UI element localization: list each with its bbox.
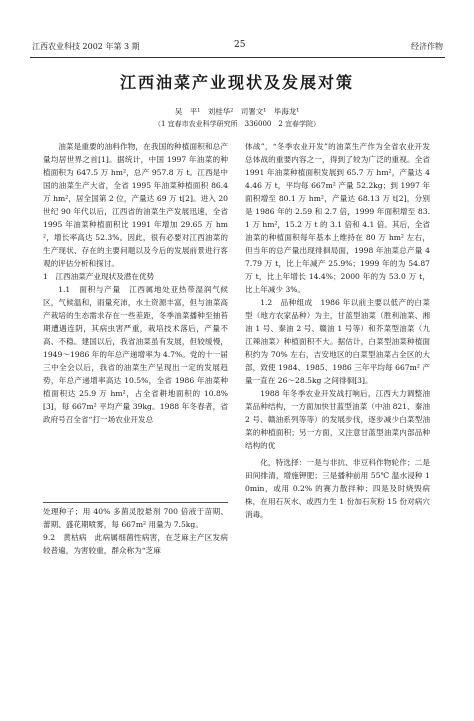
- subsection-1-1: 1.1 面积与产量 江西属地处亚热带湿润气候区，气候温和，雨量充沛，水土资源丰富，但与油菜高产栽培的生态需求存在一些差距，冬季油菜播种至抽苔期遭遇连阴，其病虫害严重，栽培技术落后，产量不高、不稳。建国以后，我省油菜虽有发展，但较缓慢，1949～1986 年的年总产递增率为 4.7%。党的十一届三中全会以后，我省的油菜生产呈现出一定的发展趋势，年总产递增率高达 10.5%，全省 1986 年油菜种植面积达 25.9 万 hm²，占全省耕地面积的 10.8%[3]，每 667m² 平均产量 39kg。1988 年冬春者，省政府号召全省“打一场农业开发总: [43, 285, 228, 424]
- intro-paragraph: 油菜是重要的油料作物，在我国的种植面积和总产量均居世界之首[1]。据统计，中国 1997 年油菜的种植面积为 647.5 万 hm²，总产 957.8 万 t。江西是中国的油菜生产大省，全省 1995 年油菜种植面积 86.4 万 hm²，居全国第 2 位，产量达 69 万 t[2]。进入 20 世纪 90 年代以后，江西省的油菜生产发展迅速，全省 1995 年油菜种植面积比 1991 年增加 29.65 万 hm²，增长率高达 52.3%。因此，很有必要对江西油菜的生产现状、存在的主要问题以及今后的发展前景进行客观的评估分析和探讨。: [43, 142, 228, 268]
- page-number: 25: [234, 40, 246, 50]
- paper-title: 江西油菜产业现状及发展对策: [119, 73, 354, 92]
- footnote-divider: [43, 502, 228, 503]
- section-category: 经济作物: [411, 42, 443, 51]
- paragraph-1988: 1988 年冬季农业开发战打响后，江西大力调整油菜品种结构，一方面加快甘蓝型油菜（中油 821、秦油 2 号、赣油系列等等）的发展步伐，逐步减少白菜型油菜的种植面积；另一方面，又注意甘蓝型油菜内部品种结构的优: [245, 389, 430, 450]
- affiliation: （1 宜春市农业科学研究所 336000 2 宜春学院）: [153, 120, 321, 128]
- left-column: [43, 140, 228, 426]
- right-column: [245, 140, 430, 521]
- author-list: 吴 平¹ 刘桂华² 司署文¹ 毕海龙¹: [174, 107, 300, 116]
- running-header: [30, 38, 445, 56]
- intro-continuation: 体战”，“冬季农业开发”的油菜生产作为全省农业开发总体战的重要内容之一，得到了较为广泛的重视。全省 1991 年油菜种植面积发展到 65.7 万 hm²，产量达 44.46 万 t，平均每 667m² 产量 52.2kg；到 1997 年面积增至 80.1 万 hm²，产量达 68.13 万 t[2]，分别是 1986 年的 2.59 和 2.7 倍，1999 年面积增至 83.1 万 hm²，15.2 万 t 的 3.1 倍和 4.1 倍。其后，全省油菜的种植面积每年基本上维持在 80 万 hm² 左右，但当年的总产量出现徘徊局面，1998 年油菜总产量 47.79 万 t，比上年减产 25.9%；1999 年的为 54.87 万 t，比上年增长 14.4%；2000 年的为 53.0 万 t，比上年减少 3%。: [245, 142, 430, 294]
- header-rule: [30, 57, 445, 58]
- journal-name: 江西农业科技 2002 年第 3 期: [32, 42, 140, 51]
- section-heading: 1 江西油菜产业现状及潜在优势: [43, 272, 155, 281]
- prior-article-continuation: 化，特选择：一是与非抗、非豆科作物轮作；二是田间排清，增施钾肥；三是播种前用 55℃ 温水浸种 10min，或用 0.2% 的赛力散拌种；四是及时烧毁病株，在用石灰水、或西力生 1 份加石灰粉 15 份对病穴消毒。: [245, 458, 430, 519]
- prior-article-text: 处理种子；用 40% 多菌灵胶悬剂 700 倍液于苗期、蕾期、盛花期喷雾，每 667m² 用量为 7.5kg。: [43, 507, 228, 529]
- left-column-continuation: [43, 505, 228, 557]
- subsection-1-2: 1.2 品种组成 1986 年以前主要以低产的白菜型（地方农家品种）为主，甘蓝型油菜（胜利油菜、湘油 1 号、秦油 2 号、赣油 1 号等）和芥菜型油菜（九江辣油菜）种植面积不大。据估计，白菜型油菜种植面积约为 70% 左右，吉安地区的白菜型油菜占全区的大部，致使 1984、1985、1986 三年平均每 667m² 产量一直在 26～28.5kg 之间徘徊[3]。: [245, 298, 430, 385]
- subsection-9-2: 9.2 黄枯病 此病属细菌性病害，在芝麻主产区发病较普遍，为害较重，群众称为“芝麻: [43, 533, 228, 555]
